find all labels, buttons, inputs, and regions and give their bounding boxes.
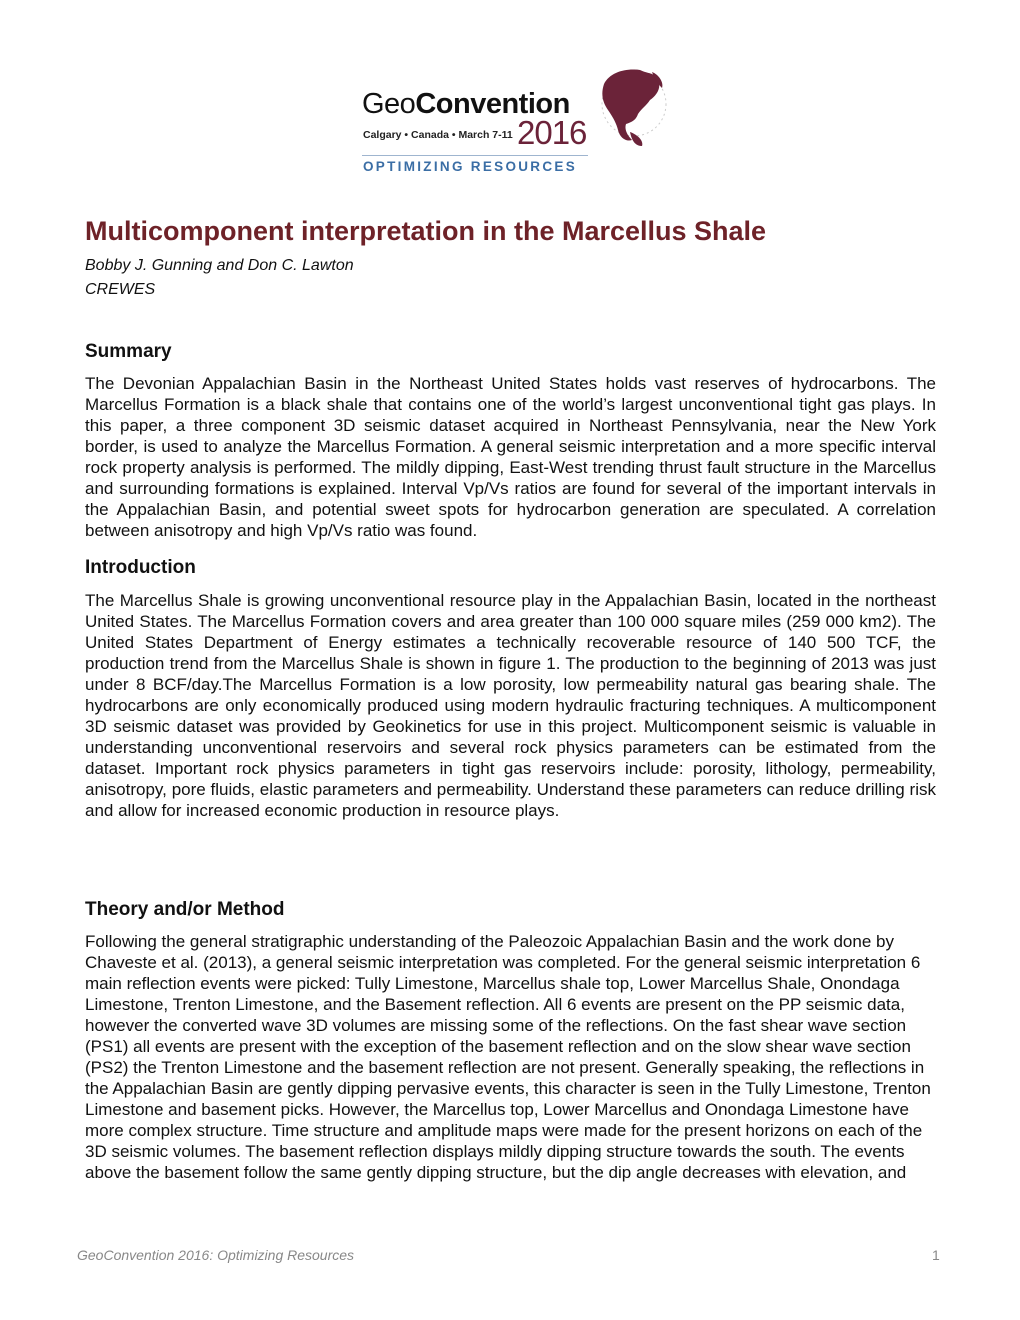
- logo-tagline: OPTIMIZING RESOURCES: [363, 159, 578, 174]
- section-body-summary: The Devonian Appalachian Basin in the Northeast United States holds vast reserves of hydrocarbons. The Marcellus Formation is a black shale that contains one of the world’s largest unconventional tight gas plays. In this paper, a three component 3D seismic dataset acquired in Northeast Pennsylvania, near the New York border, is used to analyze the Marcellus Formation. A general seismic interpretation and a more specific interval rock property analysis is performed. The mildly dipping, East-West trending thrust fault structure in the Marcellus and surrounding formations is explained. Interval Vp/Vs ratios are found for several of the important intervals in the Appalachian Basin, and potential sweet spots for hydrocarbon generation are speculated. A correlation between anisotropy and high Vp/Vs ratio was found.: [85, 374, 936, 540]
- page-number: 1: [932, 1247, 940, 1263]
- paper-affiliation: CREWES: [85, 281, 156, 298]
- section-heading-theory: Theory and/or Method: [85, 899, 285, 920]
- globe-icon: [596, 66, 668, 148]
- logo-location: Calgary • Canada • March 7-11: [363, 129, 513, 141]
- logo-divider: [362, 155, 588, 156]
- paper-authors: Bobby J. Gunning and Don C. Lawton: [85, 257, 354, 274]
- logo-name: GeoConvention: [362, 88, 570, 120]
- section-heading-summary: Summary: [85, 341, 172, 362]
- footer-text: GeoConvention 2016: Optimizing Resources: [77, 1247, 355, 1263]
- logo-year: 2016: [517, 114, 587, 151]
- section-body-introduction: The Marcellus Shale is growing unconventional resource play in the Appalachian Basin, located in the northeast United States. The Marcellus Formation covers and area greater than 100 000 square miles (259 000 km2). The United States Department of Energy estimates a technically recoverable resource of 140 500 TCF, the production trend from the Marcellus Shale is shown in figure 1. The production to the beginning of 2013 was just under 8 BCF/day.The Marcellus Formation is a low porosity, low permeability natural gas bearing shale. The hydrocarbons are only economically produced using modern hydraulic fracturing techniques. A multicomponent 3D seismic dataset was provided by Geokinetics for use in this project. Multicomponent seismic is valuable in understanding unconventional reservoirs and several rock physics parameters can be estimated from the dataset. Important rock physics parameters in tight gas reservoirs include: porosity, lithology, permeability, anisotropy, pore fluids, elastic parameters and permeability. Understand these parameters can reduce drilling risk and allow for increased economic production in resource plays.: [85, 591, 936, 820]
- section-heading-introduction: Introduction: [85, 557, 196, 578]
- paper-title: Multicomponent interpretation in the Marcellus Shale: [85, 216, 767, 246]
- section-body-theory: Following the general stratigraphic understanding of the Paleozoic Appalachian Basin and the work done by Chaveste et al. (2013), a general seismic interpretation was completed. For the general seismic interpretation 6 main reflection events were picked: Tully Limestone, Marcellus shale top, Lower Marcellus Shale, Onondaga Limestone, Trenton Limestone, and the Basement reflection. All 6 events are present on the PP seismic data, however the converted wave 3D volumes are missing some of the reflections. On the fast shear wave section (PS1) all events are present with the exception of the basement reflection and on the slow shear wave section (PS2) the Trenton Limestone and the basement reflection are not present. Generally speaking, the reflections in the Appalachian Basin are gently dipping pervasive events, this character is seen in the Tully Limestone, Trenton Limestone and basement picks. However, the Marcellus top, Lower Marcellus and Onondaga Limestone have more complex structure. Time structure and amplitude maps were made for the present horizons on each of the 3D seismic volumes. The basement reflection displays mildly dipping structure towards the south. The events above the basement follow the same gently dipping structure, but the dip angle decreases with elevation, and: [85, 932, 931, 1182]
- geoconvention-logo: [362, 66, 672, 178]
